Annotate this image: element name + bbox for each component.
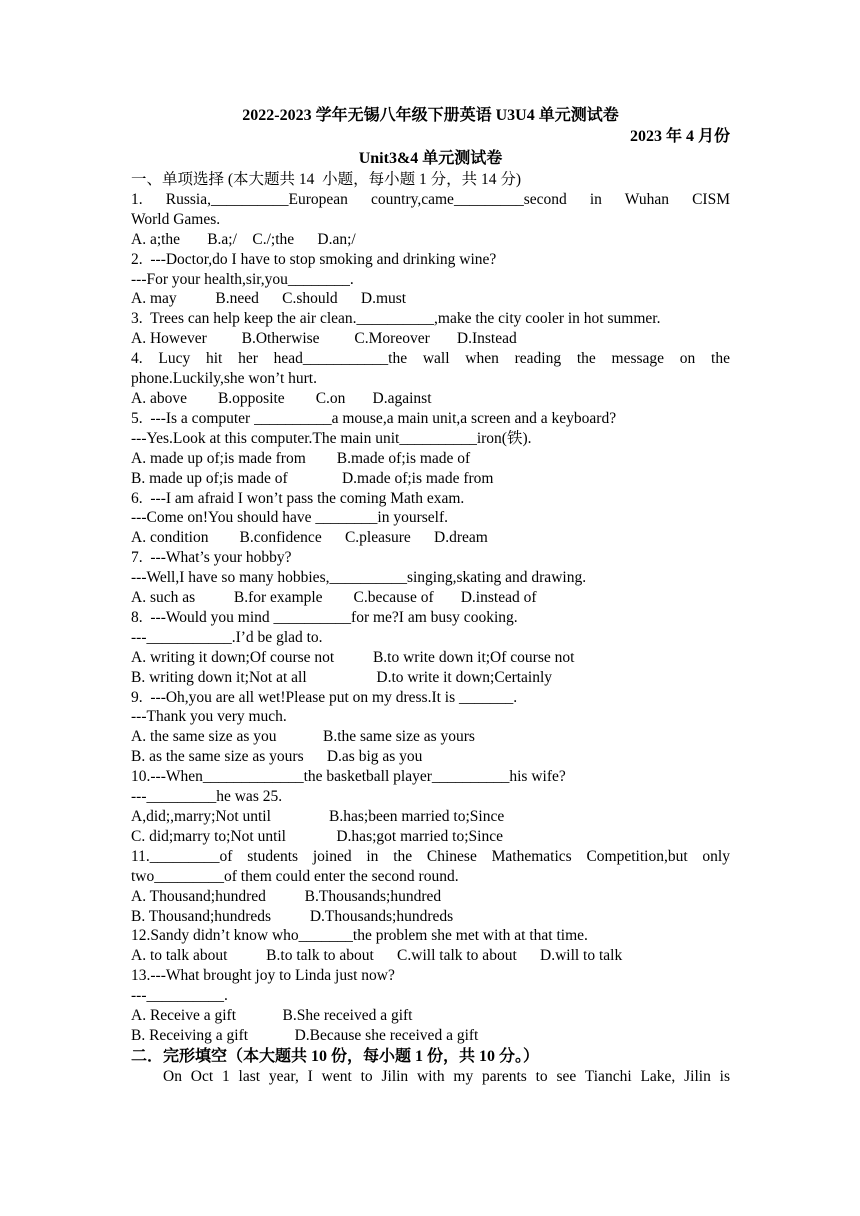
question-line: two_________of them could enter the second round. — [131, 867, 459, 885]
question-line: 6. ---I am afraid I won’t pass the coming Math exam. — [131, 489, 465, 507]
options-line: A. However B.Otherwise C.Moreover D.Instead — [131, 330, 517, 348]
document-date: 2023 年 4 月份 — [629, 128, 730, 145]
options-line: B. Thousand;hundreds D.Thousands;hundreds — [131, 907, 454, 925]
options-line: A. a;the B.a;/ C./;the D.an;/ — [131, 230, 356, 248]
cloze-paragraph: On Oct 1 last year, I went to Jilin with my parents to see Tianchi Lake, Jilin is — [163, 1067, 730, 1085]
question-line: 12.Sandy didn’t know who_______the problem she met with at that time. — [131, 927, 588, 945]
question-line: 7. ---What’s your hobby? — [131, 549, 292, 567]
question-line: 3. Trees can help keep the air clean.__________,make the city cooler in hot summer. — [131, 310, 661, 328]
question-line: 13.---What brought joy to Linda just now? — [131, 967, 395, 985]
question-line: 5. ---Is a computer __________a mouse,a main unit,a screen and a keyboard? — [131, 409, 617, 427]
question-line: ---For your health,sir,you________. — [131, 270, 354, 288]
question-line: 4. Lucy hit her head___________the wall when reading the message on the — [131, 350, 730, 368]
question-line: 2. ---Doctor,do I have to stop smoking and drinking wine? — [131, 250, 497, 268]
options-line: B. Receiving a gift D.Because she received a gift — [131, 1026, 479, 1044]
options-line: B. made up of;is made of D.made of;is made from — [131, 469, 494, 487]
options-line: A. above B.opposite C.on D.against — [131, 389, 432, 407]
question-line: 10.---When_____________the basketball player__________his wife? — [131, 768, 566, 786]
options-line: A. the same size as you B.the same size as yours — [131, 728, 475, 746]
options-line: A. made up of;is made from B.made of;is made of — [131, 449, 471, 467]
question-line: ---Yes.Look at this computer.The main unit__________iron(铁). — [131, 429, 532, 447]
question-line: ---__________. — [131, 987, 228, 1005]
options-line: A. Receive a gift B.She received a gift — [131, 1007, 413, 1025]
document-body — [131, 106, 730, 1087]
options-line: B. as the same size as yours D.as big as you — [131, 748, 423, 766]
options-line: A. writing it down;Of course not B.to write down it;Of course not — [131, 648, 575, 666]
options-line: A. condition B.confidence C.pleasure D.dream — [131, 529, 488, 547]
options-line: B. writing down it;Not at all D.to write it down;Certainly — [131, 668, 553, 686]
options-line: A. Thousand;hundred B.Thousands;hundred — [131, 887, 442, 905]
question-line: ---_________he was 25. — [131, 788, 283, 806]
question-line: 9. ---Oh,you are all wet!Please put on my dress.It is _______. — [131, 688, 518, 706]
question-line: ---Well,I have so many hobbies,__________singing,skating and drawing. — [131, 569, 587, 587]
question-line: 1. Russia,__________European country,came_________second in Wuhan CISM — [131, 190, 730, 208]
question-line: World Games. — [131, 210, 221, 228]
options-line: A. may B.need C.should D.must — [131, 290, 407, 308]
question-line: ---Come on!You should have ________in yourself. — [131, 509, 449, 527]
document-subtitle: Unit3&4 单元测试卷 — [358, 150, 503, 167]
question-line: 8. ---Would you mind __________for me?I am busy cooking. — [131, 608, 518, 626]
options-line: A,did;,marry;Not until B.has;been married to;Since — [131, 808, 505, 825]
section-2-heading: 二．完形填空（本大题共 10 份，每小题 1 份，共 10 分。） — [131, 1047, 540, 1065]
options-line: A. to talk about B.to talk to about C.will talk to about D.will to talk — [131, 947, 623, 965]
options-line: C. did;marry to;Not until D.has;got married to;Since — [131, 827, 503, 845]
question-line: phone.Luckily,she won’t hurt. — [131, 370, 317, 388]
options-line: A. such as B.for example C.because of D.instead of — [131, 589, 537, 607]
section-1-heading: 一、单项选择 (本大题共 14 小题，每小题 1 分，共 14 分) — [131, 171, 522, 188]
question-line: ---Thank you very much. — [131, 708, 287, 726]
question-line: ---___________.I’d be glad to. — [131, 628, 323, 646]
document-title: 2022-2023 学年无锡八年级下册英语 U3U4 单元测试卷 — [242, 107, 619, 124]
question-line: 11._________of students joined in the Chinese Mathematics Competition,but only — [131, 847, 730, 865]
